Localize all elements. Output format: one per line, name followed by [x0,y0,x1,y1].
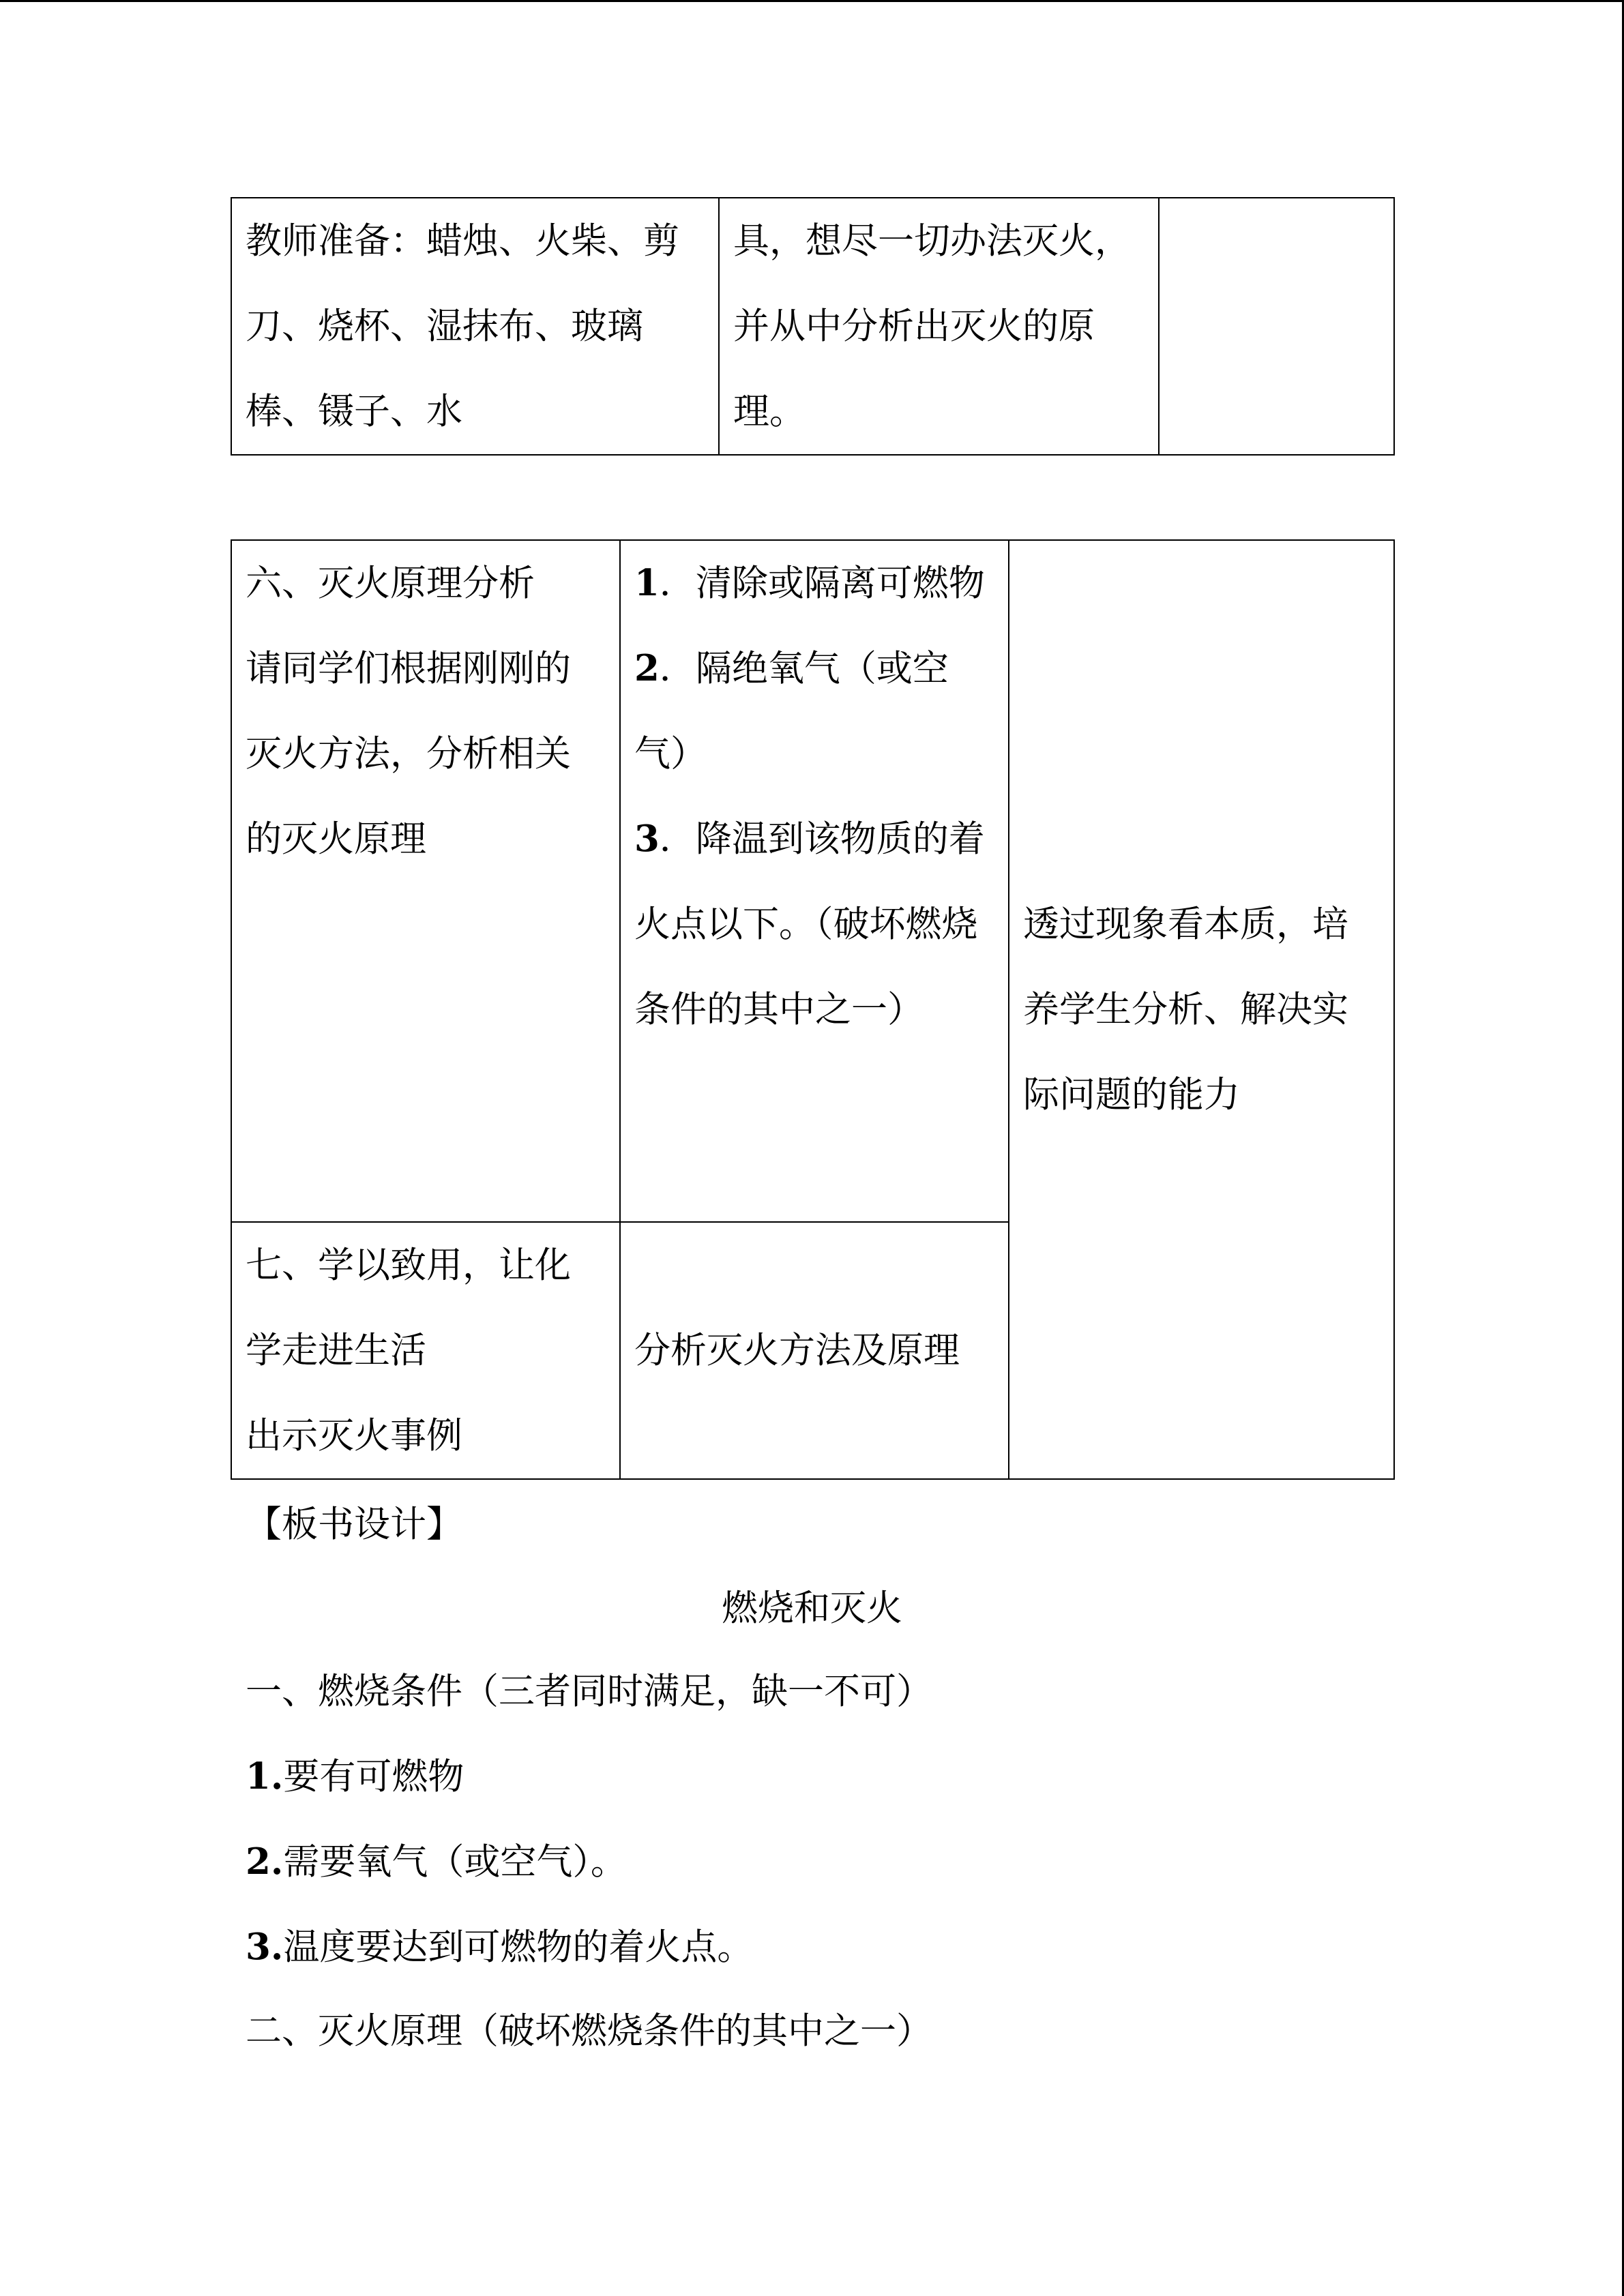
step-six-principles-cell [620,540,1009,1222]
intent-cell-empty [1159,198,1394,455]
page-top-border [0,0,1624,2]
design-intent-text: 透过现象看本质，培养学生分析、解决实际问题的能力 [1023,904,1348,1116]
step-six-row [231,540,1394,1222]
step-seven-student-text: 分析灭火方法及原理 [634,1330,960,1371]
principle-item: 1．清除或隔离可燃物 [634,562,985,604]
design-intent-cell [1009,540,1394,1479]
combustion-conditions-heading: 一、燃烧条件（三者同时满足，缺一不可） [246,1671,932,1712]
extinguishing-principle-heading: 二、灭火原理（破坏燃烧条件的其中之一） [246,2010,932,2052]
teacher-prep-cell [231,198,719,455]
condition-item: 1.要有可燃物 [246,1755,464,1798]
teacher-prep-text: 教师准备：蜡烛、火柴、剪刀、烧杯、湿抹布、玻璃棒、镊子、水 [246,220,679,432]
step-seven-heading: 七、学以致用，让化学走进生活 [246,1244,571,1371]
step-six-teacher-cell [231,540,620,1222]
condition-item: 2.需要氧气（或空气）。 [246,1840,627,1883]
principle-item: 2．隔绝氧气（或空气） [634,647,949,775]
step-six-heading: 六、灭火原理分析 [246,563,535,604]
lesson-steps-table [231,539,1395,1480]
student-activity-cell [719,198,1159,455]
step-seven-instruction: 出示灭火事例 [246,1415,462,1457]
preparation-table [231,197,1395,456]
student-activity-text: 具，想尽一切办法灭火，并从中分析出灭火的原理。 [733,220,1131,432]
principle-item: 3．降温到该物质的着火点以下。（破坏燃烧条件的其中之一） [634,818,985,1030]
step-seven-teacher-cell [231,1222,620,1479]
condition-item: 3.温度要达到可燃物的着火点。 [246,1926,754,1968]
step-six-instruction: 请同学们根据刚刚的灭火方法，分析相关的灭火原理 [246,648,571,860]
step-seven-student-cell [620,1222,1009,1479]
preparation-row [231,198,1394,455]
board-title: 燃烧和灭火 [722,1587,902,1629]
board-design-heading: 【板书设计】 [246,1504,462,1545]
